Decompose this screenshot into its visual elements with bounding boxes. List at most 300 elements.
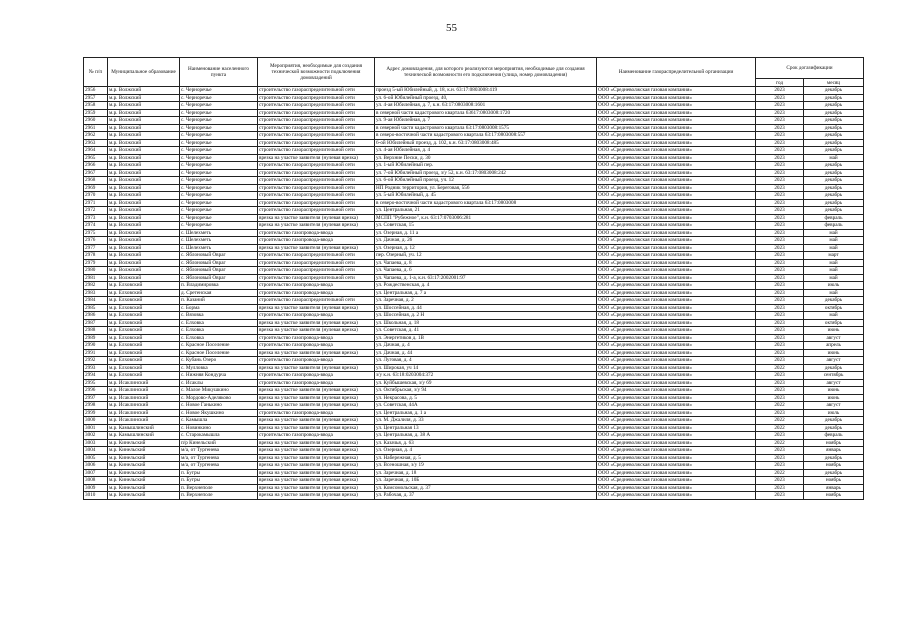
row-number: 2984 — [84, 297, 108, 305]
table-row — [84, 454, 864, 462]
municipality-cell: м.р. Волжский — [108, 214, 180, 222]
table-row — [84, 199, 864, 207]
organization-cell: ООО «Средневолжская газовая компания» — [597, 207, 756, 215]
row-number: 3001 — [84, 424, 108, 432]
municipality-cell: м.р. Волжский — [108, 132, 180, 140]
settlement-cell: п. Владимировка — [180, 282, 258, 290]
year-cell: 2023 — [756, 139, 804, 147]
address-cell: з/у к.н. 63:18:0203004:372 — [375, 372, 597, 380]
settlement-cell: с. Старокамышла — [180, 432, 258, 440]
measure-cell: врезка на участке заявителя (нулевая врезка) — [258, 492, 375, 500]
municipality-cell: м.р. Волжский — [108, 109, 180, 117]
year-cell: 2023 — [756, 87, 804, 95]
organization-cell: ООО «Средневолжская газовая компания» — [597, 184, 756, 192]
month-cell: май — [804, 312, 864, 320]
municipality-cell: м.р. Волжский — [108, 117, 180, 125]
municipality-cell: м.р. Волжский — [108, 222, 180, 230]
row-number: 2965 — [84, 154, 108, 162]
measure-cell: строительство газопровода-ввода — [258, 357, 375, 365]
address-cell: ул. Заречная, д. 2 — [375, 297, 597, 305]
row-number: 2962 — [84, 132, 108, 140]
year-cell: 2023 — [756, 342, 804, 350]
organization-cell: ООО «Средневолжская газовая компания» — [597, 177, 756, 185]
settlement-cell: с. Черноречье — [180, 192, 258, 200]
measure-cell: врезка на участке заявителя (нулевая врезка) — [258, 469, 375, 477]
address-cell: ул. 9-ая Юбилейная, д. 7 — [375, 117, 597, 125]
table-body — [84, 87, 864, 500]
month-cell: октябрь — [804, 304, 864, 312]
row-number: 2961 — [84, 124, 108, 132]
measure-cell: строительство газораспределительной сети — [258, 259, 375, 267]
measure-cell: строительство газораспределительной сети — [258, 199, 375, 207]
organization-cell: ООО «Средневолжская газовая компания» — [597, 297, 756, 305]
measure-cell: строительство газопровода-ввода — [258, 334, 375, 342]
organization-cell: ООО «Средневолжская газовая компания» — [597, 334, 756, 342]
address-cell: ул. 6-ой Юбилейный проезд, уч. 12 — [375, 177, 597, 185]
measure-cell: врезка на участке заявителя (нулевая врезка) — [258, 154, 375, 162]
measure-cell: строительство газораспределительной сети — [258, 87, 375, 95]
organization-cell: ООО «Средневолжская газовая компания» — [597, 327, 756, 335]
table-row — [84, 439, 864, 447]
row-number: 2975 — [84, 229, 108, 237]
month-cell: январь — [804, 484, 864, 492]
row-number: 2996 — [84, 387, 108, 395]
address-cell: ул. 4-ая Юбилейная, д. 4 — [375, 147, 597, 155]
year-cell: 2023 — [756, 289, 804, 297]
table-row — [84, 87, 864, 95]
address-cell: ул. Дачная, д. 26 — [375, 237, 597, 245]
organization-cell: ООО «Средневолжская газовая компания» — [597, 169, 756, 177]
measure-cell: врезка на участке заявителя (нулевая врезка) — [258, 327, 375, 335]
measure-cell: строительство газораспределительной сети — [258, 139, 375, 147]
organization-cell: ООО «Средневолжская газовая компания» — [597, 439, 756, 447]
row-number: 2970 — [84, 192, 108, 200]
organization-cell: ООО «Средневолжская газовая компания» — [597, 409, 756, 417]
year-cell: 2023 — [756, 282, 804, 290]
municipality-cell: м.р. Волжский — [108, 274, 180, 282]
month-cell: июнь — [804, 387, 864, 395]
measure-cell: строительство газораспределительной сети — [258, 207, 375, 215]
table-row — [84, 282, 864, 290]
gasification-table — [83, 57, 864, 500]
table-row — [84, 177, 864, 185]
address-cell: ул. 5-ый Юбилейный, д. 45 — [375, 192, 597, 200]
municipality-cell: м.р. Кинельский — [108, 469, 180, 477]
measure-cell: строительство газопровода-ввода — [258, 379, 375, 387]
year-cell: 2023 — [756, 259, 804, 267]
settlement-cell: д. Сретенская — [180, 289, 258, 297]
month-cell: май — [804, 274, 864, 282]
month-cell: июль — [804, 282, 864, 290]
month-cell: январь — [804, 447, 864, 455]
month-cell: май — [804, 229, 864, 237]
year-cell: 2023 — [756, 177, 804, 185]
table-row — [84, 139, 864, 147]
table-row — [84, 327, 864, 335]
table-row — [84, 304, 864, 312]
table-row — [84, 222, 864, 230]
measure-cell: строительство газопровода-ввода — [258, 409, 375, 417]
address-cell: ул. Рождественская, д. 4 — [375, 282, 597, 290]
measure-cell: строительство газопровода-ввода — [258, 237, 375, 245]
municipality-cell: м.р. Елховский — [108, 304, 180, 312]
row-number: 2978 — [84, 252, 108, 260]
settlement-cell: с. Новинкино — [180, 424, 258, 432]
month-cell: декабрь — [804, 184, 864, 192]
month-cell: июнь — [804, 349, 864, 357]
municipality-cell: м.р. Волжский — [108, 229, 180, 237]
address-cell: ул. Заречная, д. 18 — [375, 469, 597, 477]
municipality-cell: м.р. Волжский — [108, 259, 180, 267]
organization-cell: ООО «Средневолжская газовая компания» — [597, 267, 756, 275]
month-cell: декабрь — [804, 199, 864, 207]
organization-cell: ООО «Средневолжская газовая компания» — [597, 432, 756, 440]
settlement-cell: с. Черноречье — [180, 109, 258, 117]
settlement-cell: с. Мулловка — [180, 364, 258, 372]
year-cell: 2023 — [756, 334, 804, 342]
table-row — [84, 237, 864, 245]
address-cell: ул. Верхние Пески, д. 30 — [375, 154, 597, 162]
address-cell: ул. Куйбышевская, з/у 69 — [375, 379, 597, 387]
year-cell: 2023 — [756, 117, 804, 125]
address-cell: ул. Озерная, д. 11 а — [375, 229, 597, 237]
organization-cell: ООО «Средневолжская газовая компания» — [597, 454, 756, 462]
address-cell: ул. Центральная, д. 38 А — [375, 432, 597, 440]
municipality-cell: м.р. Исаклинский — [108, 409, 180, 417]
year-cell: 2023 — [756, 492, 804, 500]
table-row — [84, 192, 864, 200]
municipality-cell: м.р. Елховский — [108, 282, 180, 290]
settlement-cell: с. Черноречье — [180, 94, 258, 102]
table-row — [84, 289, 864, 297]
municipality-cell: м.р. Елховский — [108, 364, 180, 372]
row-number: 3008 — [84, 477, 108, 485]
address-cell: ул. Дачная, д. 44 — [375, 349, 597, 357]
settlement-cell: с. Яблоновый Овраг — [180, 274, 258, 282]
municipality-cell: м.р. Исаклинский — [108, 387, 180, 395]
settlement-cell: с. Шелехметь — [180, 237, 258, 245]
municipality-cell: м.р. Кинельский — [108, 477, 180, 485]
address-cell: проезд 5-ый Юбилейный, д. 18, к.н. 63:17:0803008:419 — [375, 87, 597, 95]
measure-cell: строительство газопровода-ввода — [258, 372, 375, 380]
measure-cell: строительство газопровода-ввода — [258, 289, 375, 297]
month-cell: декабрь — [804, 364, 864, 372]
settlement-cell: с. Мордово-Аделяково — [180, 394, 258, 402]
settlement-cell: с. Черноречье — [180, 214, 258, 222]
settlement-cell: с. Вязовка — [180, 312, 258, 320]
organization-cell: ООО «Средневолжская газовая компания» — [597, 87, 756, 95]
address-cell: ул. Луговая, д. 4 — [375, 357, 597, 365]
table-row — [84, 169, 864, 177]
row-number: 2985 — [84, 304, 108, 312]
month-cell: декабрь — [804, 109, 864, 117]
table-header — [84, 58, 864, 87]
municipality-cell: м.р. Елховский — [108, 357, 180, 365]
month-cell: март — [804, 252, 864, 260]
address-cell: ул. Чапаева, д. 6 — [375, 267, 597, 275]
month-cell: октябрь — [804, 319, 864, 327]
month-cell: февраль — [804, 222, 864, 230]
year-cell: 2023 — [756, 357, 804, 365]
table-row — [84, 319, 864, 327]
year-cell: 2023 — [756, 184, 804, 192]
municipality-cell: м.р. Волжский — [108, 207, 180, 215]
organization-cell: ООО «Средневолжская газовая компания» — [597, 244, 756, 252]
month-cell: ноябрь — [804, 477, 864, 485]
year-cell: 2023 — [756, 387, 804, 395]
measure-cell: строительство газораспределительной сети — [258, 102, 375, 110]
month-cell: ноябрь — [804, 439, 864, 447]
row-number: 2997 — [84, 394, 108, 402]
row-number: 2968 — [84, 177, 108, 185]
month-cell: декабрь — [804, 192, 864, 200]
row-number: 2979 — [84, 259, 108, 267]
address-cell: ул. 6-ой Юбилейный проезд, 40, — [375, 94, 597, 102]
address-cell: ул. 1-ый Юбилейный пер. — [375, 162, 597, 170]
row-number: 2981 — [84, 274, 108, 282]
organization-cell: ООО «Средневолжская газовая компания» — [597, 372, 756, 380]
settlement-cell: с. Елховка — [180, 334, 258, 342]
municipality-cell: м.р. Волжский — [108, 252, 180, 260]
municipality-cell: м.р. Волжский — [108, 147, 180, 155]
measure-cell: строительство газораспределительной сети — [258, 94, 375, 102]
year-cell: 2023 — [756, 214, 804, 222]
year-cell: 2023 — [756, 409, 804, 417]
table-row — [84, 244, 864, 252]
month-cell: ноябрь — [804, 462, 864, 470]
measure-cell: врезка на участке заявителя (нулевая врезка) — [258, 394, 375, 402]
header-num: № п/п — [84, 58, 108, 87]
measure-cell: строительство газопровода-ввода — [258, 432, 375, 440]
table-row — [84, 379, 864, 387]
table-row — [84, 409, 864, 417]
measure-cell: врезка на участке заявителя (нулевая врезка) — [258, 417, 375, 425]
settlement-cell: с. Кубань Озеро — [180, 357, 258, 365]
municipality-cell: м.р. Волжский — [108, 124, 180, 132]
row-number: 3010 — [84, 492, 108, 500]
address-cell: ул. Рабочая, д. 37 — [375, 492, 597, 500]
municipality-cell: м.р. Исаклинский — [108, 379, 180, 387]
row-number: 2969 — [84, 184, 108, 192]
address-cell: НП Родник территория, ул. Береговая, 556 — [375, 184, 597, 192]
row-number: 3004 — [84, 447, 108, 455]
year-cell: 2023 — [756, 477, 804, 485]
header-org: Наименование газораспределительной организации — [597, 58, 756, 87]
row-number: 2957 — [84, 94, 108, 102]
month-cell: декабрь — [804, 124, 864, 132]
month-cell: май — [804, 267, 864, 275]
address-cell: ул. Чапаева, д. 1-а, к.н. 63:17:2002001:97 — [375, 274, 597, 282]
settlement-cell: м/а, от Тургенева — [180, 462, 258, 470]
year-cell: 2023 — [756, 327, 804, 335]
address-cell: ул. Заречная, д. 10Б — [375, 477, 597, 485]
year-cell: 2023 — [756, 147, 804, 155]
address-cell: ул. М. Джалиля, д. 33 — [375, 417, 597, 425]
measure-cell: врезка на участке заявителя (нулевая врезка) — [258, 349, 375, 357]
address-cell: ул. Советская, д. 41 — [375, 327, 597, 335]
table-row — [84, 357, 864, 365]
settlement-cell: п. Казаний — [180, 297, 258, 305]
municipality-cell: м.р. Елховский — [108, 327, 180, 335]
settlement-cell: с. Черноречье — [180, 184, 258, 192]
year-cell: 2023 — [756, 124, 804, 132]
month-cell: май — [804, 237, 864, 245]
settlement-cell: м/а, от Тургенева — [180, 454, 258, 462]
settlement-cell: с. Черноречье — [180, 199, 258, 207]
measure-cell: врезка на участке заявителя (нулевая врезка) — [258, 402, 375, 410]
measure-cell: строительство газораспределительной сети — [258, 177, 375, 185]
table-row — [84, 312, 864, 320]
settlement-cell: с. Черноречье — [180, 102, 258, 110]
table-row — [84, 477, 864, 485]
row-number: 2966 — [84, 162, 108, 170]
organization-cell: ООО «Средневолжская газовая компания» — [597, 252, 756, 260]
table-row — [84, 229, 864, 237]
measure-cell: врезка на участке заявителя (нулевая врезка) — [258, 462, 375, 470]
organization-cell: ООО «Средневолжская газовая компания» — [597, 199, 756, 207]
measure-cell: строительство газопровода-ввода — [258, 229, 375, 237]
measure-cell: врезка на участке заявителя (нулевая врезка) — [258, 222, 375, 230]
month-cell: август — [804, 402, 864, 410]
settlement-cell: с. Черноречье — [180, 147, 258, 155]
municipality-cell: м.р. Волжский — [108, 102, 180, 110]
table-row — [84, 364, 864, 372]
year-cell: 2023 — [756, 454, 804, 462]
organization-cell: ООО «Средневолжская газовая компания» — [597, 379, 756, 387]
organization-cell: ООО «Средневолжская газовая компания» — [597, 417, 756, 425]
year-cell: 2023 — [756, 484, 804, 492]
settlement-cell: с. Борма — [180, 304, 258, 312]
settlement-cell: п/р Кинельский — [180, 439, 258, 447]
table-row — [84, 342, 864, 350]
row-number: 3009 — [84, 484, 108, 492]
settlement-cell: с. Черноречье — [180, 117, 258, 125]
measure-cell: строительство газораспределительной сети — [258, 252, 375, 260]
organization-cell: ООО «Средневолжская газовая компания» — [597, 214, 756, 222]
municipality-cell: м.р. Волжский — [108, 267, 180, 275]
year-cell: 2022 — [756, 402, 804, 410]
address-cell: ул. Чапаева, д. 8 — [375, 259, 597, 267]
table-row — [84, 117, 864, 125]
year-cell: 2023 — [756, 169, 804, 177]
settlement-cell: с. Красное Поселение — [180, 349, 258, 357]
municipality-cell: м.р. Кинельский — [108, 492, 180, 500]
month-cell: май — [804, 259, 864, 267]
settlement-cell: с. Елховка — [180, 327, 258, 335]
year-cell: 2023 — [756, 372, 804, 380]
measure-cell: строительство газораспределительной сети — [258, 192, 375, 200]
organization-cell: ООО «Средневолжская газовая компания» — [597, 312, 756, 320]
municipality-cell: м.р. Камышлинский — [108, 432, 180, 440]
organization-cell: ООО «Средневолжская газовая компания» — [597, 289, 756, 297]
row-number: 3007 — [84, 469, 108, 477]
municipality-cell: м.р. Исаклинский — [108, 417, 180, 425]
organization-cell: ООО «Средневолжская газовая компания» — [597, 447, 756, 455]
municipality-cell: м.р. Кинельский — [108, 462, 180, 470]
address-cell: 6-ой Юбилейный проезд, д. 102, к.н. 63:17:0803008:485 — [375, 139, 597, 147]
table-row — [84, 154, 864, 162]
organization-cell: ООО «Средневолжская газовая компания» — [597, 469, 756, 477]
row-number: 2959 — [84, 109, 108, 117]
year-cell: 2023 — [756, 132, 804, 140]
table-row — [84, 132, 864, 140]
organization-cell: ООО «Средневолжская газовая компания» — [597, 424, 756, 432]
year-cell: 2023 — [756, 244, 804, 252]
organization-cell: ООО «Средневолжская газовая компания» — [597, 462, 756, 470]
row-number: 2963 — [84, 139, 108, 147]
measure-cell: врезка на участке заявителя (нулевая врезка) — [258, 424, 375, 432]
table-row — [84, 184, 864, 192]
measure-cell: строительство газораспределительной сети — [258, 109, 375, 117]
table-row — [84, 387, 864, 395]
organization-cell: ООО «Средневолжская газовая компания» — [597, 394, 756, 402]
month-cell: декабрь — [804, 424, 864, 432]
settlement-cell: с. Шелехметь — [180, 244, 258, 252]
measure-cell: строительство газораспределительной сети — [258, 124, 375, 132]
year-cell: 2022 — [756, 424, 804, 432]
row-number: 2992 — [84, 357, 108, 365]
month-cell: август — [804, 334, 864, 342]
row-number: 2993 — [84, 364, 108, 372]
municipality-cell: м.р. Волжский — [108, 177, 180, 185]
header-year: год — [756, 79, 804, 87]
month-cell: декабрь — [804, 147, 864, 155]
row-number: 2980 — [84, 267, 108, 275]
settlement-cell: с. Черноречье — [180, 87, 258, 95]
month-cell: апрель — [804, 342, 864, 350]
municipality-cell: м.р. Елховский — [108, 289, 180, 297]
row-number: 2958 — [84, 102, 108, 110]
row-number: 2971 — [84, 199, 108, 207]
row-number: 2972 — [84, 207, 108, 215]
year-cell: 2023 — [756, 162, 804, 170]
year-cell: 2023 — [756, 207, 804, 215]
settlement-cell: с. Черноречье — [180, 124, 258, 132]
year-cell: 2022 — [756, 417, 804, 425]
organization-cell: ООО «Средневолжская газовая компания» — [597, 192, 756, 200]
table-row — [84, 267, 864, 275]
address-cell: ул. Озерная, д. 12 — [375, 244, 597, 252]
address-cell: ул. Дачная, д. 4 — [375, 342, 597, 350]
month-cell: декабрь — [804, 117, 864, 125]
municipality-cell: м.р. Кинельский — [108, 454, 180, 462]
organization-cell: ООО «Средневолжская газовая компания» — [597, 147, 756, 155]
table-row — [84, 274, 864, 282]
table-row — [84, 334, 864, 342]
settlement-cell: с. Черноречье — [180, 139, 258, 147]
month-cell: декабрь — [804, 177, 864, 185]
organization-cell: ООО «Средневолжская газовая компания» — [597, 274, 756, 282]
organization-cell: ООО «Средневолжская газовая компания» — [597, 492, 756, 500]
row-number: 2976 — [84, 237, 108, 245]
row-number: 2982 — [84, 282, 108, 290]
month-cell: июль — [804, 409, 864, 417]
organization-cell: ООО «Средневолжская газовая компания» — [597, 259, 756, 267]
municipality-cell: м.р. Кинельский — [108, 447, 180, 455]
organization-cell: ООО «Средневолжская газовая компания» — [597, 349, 756, 357]
month-cell: декабрь — [804, 469, 864, 477]
row-number: 2991 — [84, 349, 108, 357]
municipality-cell: м.р. Исаклинский — [108, 402, 180, 410]
year-cell: 2023 — [756, 304, 804, 312]
header-address: Адрес домовладения, для которого реализуются мероприятия, необходимые для создания технической возможности его подключения (улица, номер домовладения) — [375, 58, 597, 87]
year-cell: 2023 — [756, 154, 804, 162]
organization-cell: ООО «Средневолжская газовая компания» — [597, 124, 756, 132]
year-cell: 2023 — [756, 252, 804, 260]
municipality-cell: м.р. Елховский — [108, 297, 180, 305]
year-cell: 2023 — [756, 349, 804, 357]
address-cell: ул. Советская, 15 — [375, 222, 597, 230]
